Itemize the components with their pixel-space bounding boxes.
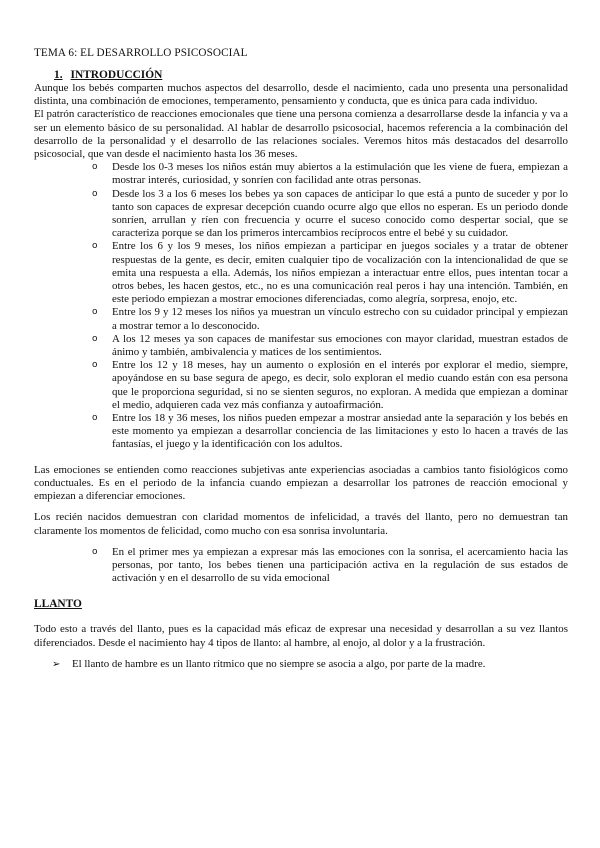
document-title: TEMA 6: EL DESARROLLO PSICOSOCIAL [34,47,248,59]
list-item: o Desde los 3 a los 6 meses los bebes ya son capaces de anticipar lo que está a punto de suceder y por lo tanto son capaces de expresar decepción cuando ocurre algo que ellos no esperan. Es un periodo donde sonríen, arrullan y ríen con frecuencia y ocurre el suceso conocido como despertar social, que se caracteriza porque se dan los primeros intercambios recíprocos entre el bebé y su cuidador. [92,187,568,240]
circle-bullet-icon: o [92,188,98,199]
intro-paragraph: Aunque los bebés comparten muchos aspectos del desarrollo, desde el nacimiento, cada uno presenta una personalidad distinta, una combinación de emociones, temperamento, pensamiento y conducta, que es única para cada individuo. [34,82,568,108]
section-heading-text: INTRODUCCIÓN [70,69,163,81]
document-page [34,46,568,671]
emotions-list [34,546,568,586]
list-item: o Entre los 18 y 36 meses, los niños pueden empezar a mostrar ansiedad ante la separación y los bebés en este momento ya empiezan a desarrollar conciencia de las limitaciones y esto lo hacen a través de las fantasías, el juego y la identificación con los adultos. [92,412,568,451]
milestones-list [34,161,568,451]
section-heading-introduccion [54,69,568,82]
circle-bullet-icon: o [92,360,98,371]
circle-bullet-icon: o [92,241,98,252]
llanto-paragraph: Todo esto a través del llanto, pues es la capacidad más eficaz de expresar una necesidad y desarrollan a su vez llantos diferenciados. Desde el nacimiento hay 4 tipos de llanto: al hambre, al enojo, al dolor y a la frustración. [34,623,568,649]
circle-bullet-icon: o [92,307,98,318]
circle-bullet-icon: o [92,333,98,344]
newborn-paragraph: Los recién nacidos demuestran con claridad momentos de infelicidad, a través del llanto, pero no demuestran tan claramente los momentos de felicidad, como mucho con esa sonrisa involuntaria. [34,511,568,537]
list-item: o En el primer mes ya empiezan a expresar más las emociones con la sonrisa, el acercamiento hacia las personas, por tanto, los bebes tienen una participación activa en la regulación de sus estados de activación y en el desarrollo de su vida emocional [92,545,568,585]
list-item: o Desde los 0-3 meses los niños están muy abiertos a la estimulación que les viene de fuera, empiezan a mostrar interés, curiosidad, y sonríen con facilidad ante otras personas. [92,161,568,187]
emotions-paragraph: Las emociones se entienden como reacciones subjetivas ante experiencias asociadas a cambios tanto fisiológicos como conductuales. Es en el periodo de la infancia cuando empiezan a desarrollar los patrones de reacción emocional y empiezan a diferenciar emociones. [34,463,568,503]
circle-bullet-icon: o [92,162,98,173]
circle-bullet-icon: o [92,546,98,557]
circle-bullet-icon: o [92,413,98,424]
list-item: o Entre los 6 y los 9 meses, los niños empiezan a participar en juegos sociales y a tratar de obtener respuestas de la gente, es decir, emiten cualquier tipo de vocalización con la intencionalidad de que se emita una respuesta a ella. Además, los niños empiezan a interactuar entre ellos, pues intentan tocar a otros bebes, les hacen gestos, etc., no es una comunicación real peros i hay una intención. También, en este periodo empiezan a mostrar emociones diferenciadas, como alegría, sorpresa, enojo, etc. [92,240,568,306]
list-item: o Entre los 9 y 12 meses los niños ya muestran un vínculo estrecho con su cuidador principal y empiezan a mostrar temor a lo desconocido. [92,306,568,332]
list-item: ➢ El llanto de hambre es un llanto rítmico que no siempre se asocia a algo, por parte de la madre. [52,657,486,670]
list-item: o A los 12 meses ya son capaces de manifestar sus emociones con mayor claridad, muestran estados de ánimo y también, ambivalencia y matices de los sentimientos. [92,332,568,359]
section-number: 1. [54,69,63,81]
intro-paragraph: El patrón característico de reacciones emocionales que tiene una persona comienza a desarrollarse desde la infancia y va a ser un elemento básico de su personalidad. Al hablar de desarrollo psicosocial, hacemos referencia a la combinación del desarrollo de la personalidad y el desarrollo de las relaciones sociales. Veremos hitos más destacados del desarrollo psicosocial, que van desde el nacimiento hasta los 36 meses. [34,108,568,161]
llanto-types-list [34,658,568,671]
arrow-bullet-icon: ➢ [52,658,61,670]
list-item: o Entre los 12 y 18 meses, hay un aumento o explosión en el interés por explorar el medio, siempre, apoyándose en su base segura de apego, es decir, solo exploran el medio cuando están con esa persona que le proporciona seguridad, si no se sienten seguros, no exploran. A medida que empiezan a dominar el medio, adquieren cada vez más confianza y autoafirmación. [92,359,568,411]
llanto-heading: LLANTO [34,598,82,611]
